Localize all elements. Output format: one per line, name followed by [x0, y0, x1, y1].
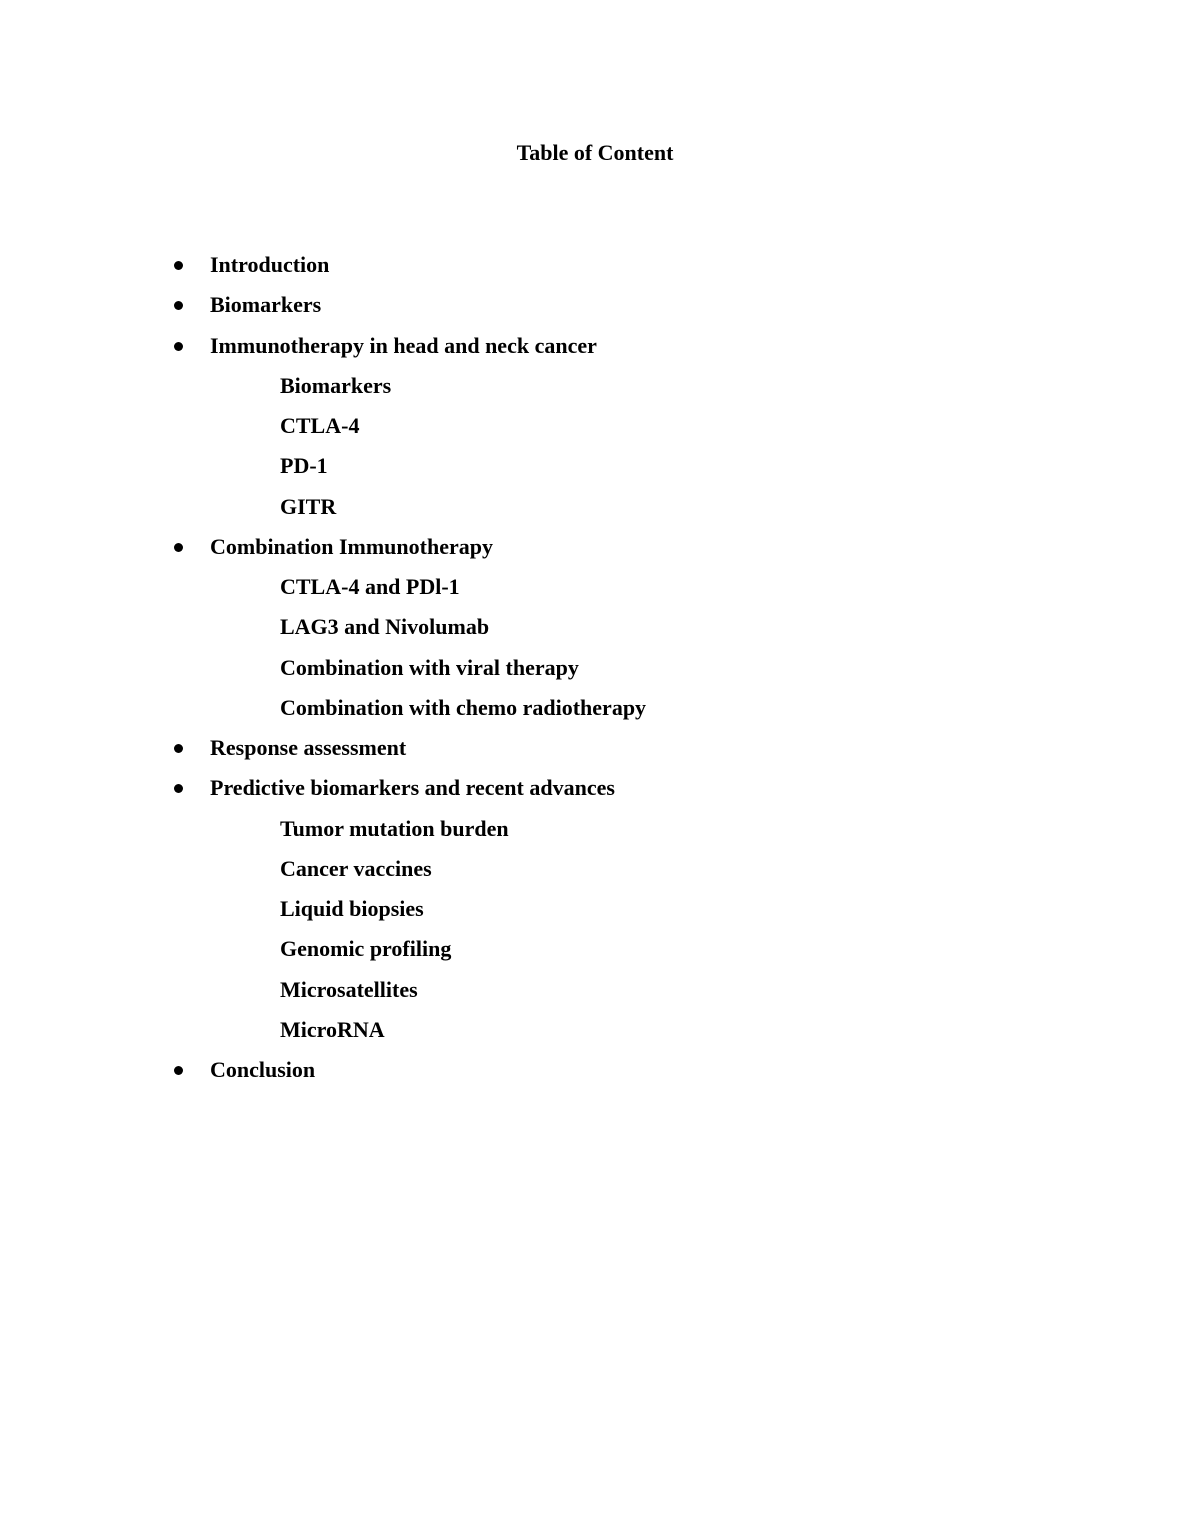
toc-subentry-label: Liquid biopsies: [280, 896, 424, 921]
toc-entry-label: Response assessment: [210, 735, 407, 760]
toc-subentry-label: Biomarkers: [280, 372, 392, 398]
toc-subentry-label: Microsatellites: [280, 976, 418, 1002]
bullet-icon: [174, 261, 183, 270]
page-title: Table of Content: [516, 140, 674, 165]
toc-subentry: [0, 372, 1190, 412]
toc-entry: [0, 533, 1190, 573]
toc-entry: [0, 291, 1190, 331]
toc-subentry-label: MicroRNA: [280, 1016, 385, 1042]
bullet-icon: [174, 543, 183, 552]
toc-subentry: [0, 1016, 1190, 1056]
bullet-icon: [174, 784, 183, 793]
toc-entry: [0, 774, 1190, 814]
toc-subentry-label: Combination with chemo radiotherapy: [280, 694, 647, 720]
bullet-icon: [174, 342, 183, 351]
toc-subentry: [0, 493, 1190, 533]
toc-entry-label: Predictive biomarkers and recent advances: [210, 775, 615, 801]
toc-entry-label: Introduction: [210, 252, 330, 277]
toc-entry-label: Combination Immunotherapy: [210, 533, 493, 559]
toc-subentry-label: PD-1: [280, 453, 328, 479]
toc-subentry: [0, 412, 1190, 452]
toc-subentry-label: LAG3 and Nivolumab: [280, 614, 490, 640]
toc-entry-label: Biomarkers: [210, 292, 322, 318]
toc-subentry-label: Combination with viral therapy: [280, 654, 579, 680]
table-of-contents-list: [0, 251, 1190, 1096]
toc-subentry-label: CTLA-4: [280, 413, 360, 438]
toc-entry: [0, 332, 1190, 372]
toc-entry-label: Immunotherapy in head and neck cancer: [210, 332, 597, 358]
toc-subentry: [0, 694, 1190, 734]
toc-subentry-label: CTLA-4 and PDl-1: [280, 574, 460, 599]
bullet-icon: [174, 744, 183, 753]
toc-entry: [0, 734, 1190, 774]
toc-entry: [0, 1056, 1190, 1096]
toc-entry: [0, 251, 1190, 291]
toc-subentry-label: Cancer vaccines: [280, 855, 432, 881]
toc-subentry: [0, 452, 1190, 492]
toc-subentry-label: Tumor mutation burden: [280, 815, 509, 841]
toc-subentry: [0, 935, 1190, 975]
bullet-icon: [174, 301, 183, 310]
toc-subentry-label: Genomic profiling: [280, 936, 452, 962]
toc-entry-label: Conclusion: [210, 1057, 316, 1082]
toc-subentry: [0, 855, 1190, 895]
toc-subentry: [0, 976, 1190, 1016]
bullet-icon: [174, 1066, 183, 1075]
toc-subentry: [0, 815, 1190, 855]
toc-subentry: [0, 895, 1190, 935]
toc-subentry: [0, 573, 1190, 613]
toc-subentry: [0, 654, 1190, 694]
toc-subentry: [0, 613, 1190, 653]
toc-subentry-label: GITR: [280, 493, 337, 519]
